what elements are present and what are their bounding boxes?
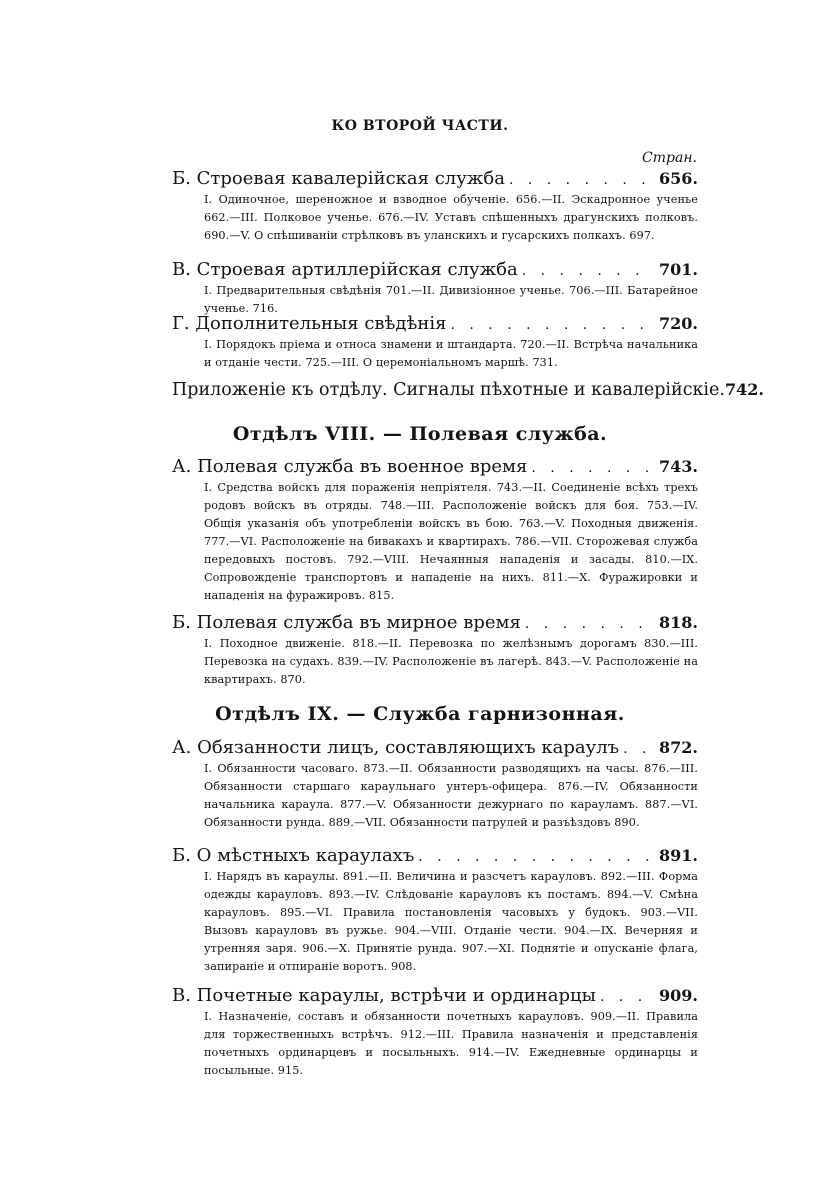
entry-page-number: 818. — [659, 613, 698, 632]
entry-page-number: 909. — [659, 986, 698, 1005]
entry-title: Г. Дополнительныя свѣдѣнія — [172, 313, 447, 334]
toc-entry-field-service-wartime — [172, 456, 698, 605]
entry-title: А. Обязанности лицъ, составляющихъ караулъ — [172, 737, 620, 758]
entry-subitems: I. Нарядъ въ караулы. 891.—II. Величина и разсчетъ карауловъ. 892.—III. Форма одежды карауловъ. 893.—IV. Слѣдованіе карауловъ къ постамъ. 894.—V. Смѣна карауловъ. 895.—VI. Правила постановленія часовыхъ у будокъ. 903.—VII. Вызовъ карауловъ въ ружье. 904.—VIII. Отданіе чести. 904.—IX. Вечерняя и утренняя заря. 906.—X. Принятіе рунда. 907.—XI. Поднятіе и опусканіе флага, запираніе и отпираніе воротъ. 908. — [204, 870, 698, 973]
leader-dots — [623, 738, 655, 760]
entry-subitems: I. Обязанности часоваго. 873.—II. Обязанности разводящихъ на часы. 876.—III. Обязанности старшаго караульнаго унтеръ-офицера. 876.—IV. Обязанности начальника караула. 877.—V. Обязанности дежурнаго по карауламъ. 887.—VI. Обязанности рунда. 889.—VII. Обязанности патрулей и разъѣздовъ 890. — [204, 762, 698, 829]
entry-subitems: I. Походное движеніе. 818.—II. Перевозка по желѣзнымъ дорогамъ 830.—III. Перевозка на судахъ. 839.—IV. Расположеніе въ лагерѣ. 843.—V. Расположеніе на квартирахъ. 870. — [204, 637, 698, 686]
toc-entry-cavalry-drill — [172, 168, 698, 245]
entry-title: В. Почетные караулы, встрѣчи и ординарцы — [172, 985, 596, 1006]
entry-page-number: 656. — [659, 169, 698, 188]
appendix-title: Приложеніе къ отдѣлу. Сигналы пѣхотные и кавалерійскіе. — [172, 380, 725, 400]
toc-appendix-signals — [172, 380, 764, 400]
section-title-garrison-service: Отдѣлъ IX. — Служба гарнизонная. — [215, 703, 625, 725]
toc-entry-honor-guards — [172, 985, 698, 1080]
toc-entry-local-guards — [172, 845, 698, 976]
entry-title: А. Полевая служба въ военное время — [172, 456, 528, 477]
entry-title: В. Строевая артиллерійская служба — [172, 259, 518, 280]
entry-title: Б. Строевая кавалерійская служба — [172, 168, 505, 189]
toc-entry-guard-duties — [172, 737, 698, 832]
entry-page-number: 743. — [659, 457, 698, 476]
entry-page-number: 872. — [659, 738, 698, 757]
toc-entry-supplementary-info — [172, 313, 698, 372]
entry-subitems: I. Порядокъ пріема и относа знамени и штандарта. 720.—II. Встрѣча начальника и отданіе чести. 725.—III. О церемоніальномъ маршѣ. 731. — [204, 338, 698, 369]
entry-subitems: I. Одиночное, шереножное и взводное обученіе. 656.—II. Эскадронное ученье 662.—III. Полковое ученье. 676.—IV. Уставъ спѣшенныхъ драгунскихъ полковъ. 690.—V. О спѣшиваніи стрѣлковъ въ уланскихъ и гусарскихъ полкахъ. 697. — [204, 193, 698, 242]
entry-page-number: 720. — [659, 314, 698, 333]
entry-title: Б. Полевая служба въ мирное время — [172, 612, 521, 633]
entry-title: Б. О мѣстныхъ караулахъ — [172, 845, 415, 866]
entry-page-number: 891. — [659, 846, 698, 865]
entry-subitems: I. Назначеніе, составъ и обязанности почетныхъ карауловъ. 909.—II. Правила для торжественныхъ встрѣчъ. 912.—III. Правила назначенія и представленія почетныхъ ординарцевъ и посыльныхъ. 914.—IV. Ежедневные ординарцы и посыльные. 915. — [204, 1010, 698, 1077]
leader-dots — [450, 314, 655, 336]
leader-dots — [509, 169, 655, 191]
section-title-field-service: Отдѣлъ VIII. — Полевая служба. — [232, 423, 608, 445]
entry-page-number: 701. — [659, 260, 698, 279]
leader-dots — [600, 986, 655, 1008]
entry-subitems: I. Средства войскъ для пораженія непріятеля. 743.—II. Соединеніе всѣхъ трехъ родовъ войскъ въ отряды. 748.—III. Расположеніе войскъ для боя. 753.—IV. Общія указанія объ употребленіи войскъ въ бою. 763.—V. Походныя движенія. 777.—VI. Расположеніе на бивакахъ и квартирахъ. 786.—VII. Сторожевая служба передовыхъ постовъ. 792.—VIII. Нечаянныя нападенія и засады. 810.—IX. Сопровожденіе транспортовъ и нападеніе на нихъ. 811.—X. Фуражировки и нападенія на фуражировъ. 815. — [204, 481, 698, 602]
toc-entry-artillery-drill — [172, 259, 698, 318]
leader-dots — [522, 260, 655, 282]
leader-dots — [525, 613, 655, 635]
page-column-label: Стран. — [642, 150, 697, 166]
leader-dots — [531, 457, 655, 479]
leader-dots — [418, 846, 655, 868]
toc-entry-field-service-peacetime — [172, 612, 698, 689]
appendix-page-number: 742. — [724, 380, 764, 399]
running-head: КО ВТОРОЙ ЧАСТИ. — [331, 118, 509, 134]
entry-subitems: I. Предварительныя свѣдѣнія 701.—II. Дивизіонное ученье. 706.—III. Батарейное ученье. 716. — [204, 284, 698, 315]
